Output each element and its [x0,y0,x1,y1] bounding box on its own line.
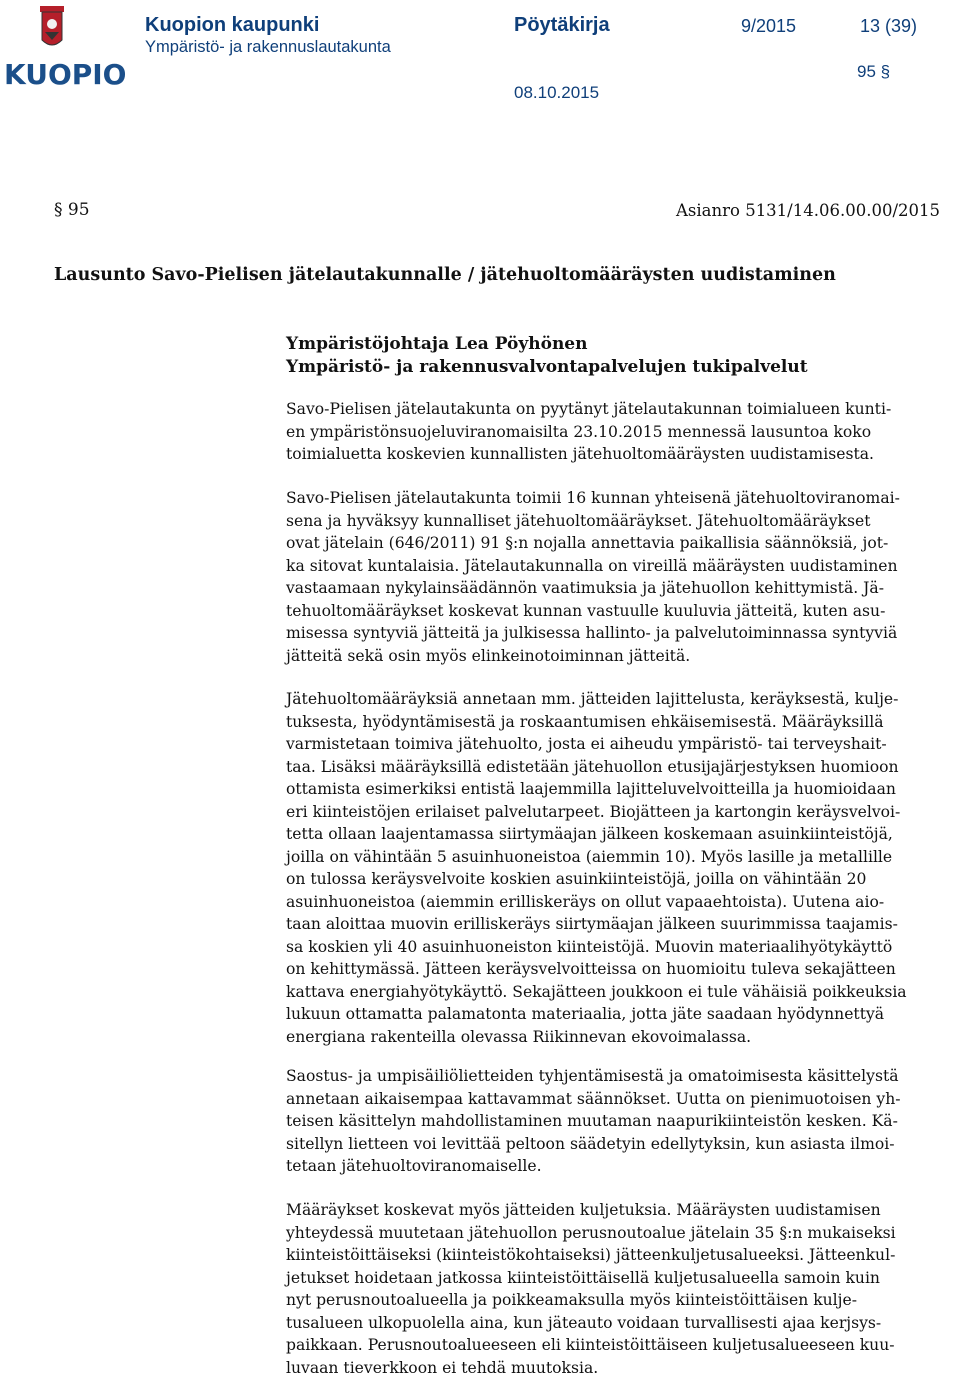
paragraph-line: eri kiinteistöjen erilaiset palvelutarpeet. Biojätteen ja kartongin keräysvelvoi- [286,801,956,824]
department-name: Ympäristö- ja rakennuslautakunta [145,38,391,57]
section-heading: § 95 [54,200,90,220]
paragraph-line: jetukset hoidetaan jatkossa kiinteistöittäisellä kuljetusalueella samoin kuin [286,1267,956,1290]
paragraph-line: paikkaan. Perusnoutoalueeseen eli kiinteistöittäiseen kuljetusalueeseen kuu- [286,1334,956,1357]
document-type: Pöytäkirja [514,14,610,37]
section-number: 95 § [857,62,890,82]
page-title: Lausunto Savo-Pielisen jätelautakunnalle / jätehuoltomääräysten uudistaminen [54,265,836,285]
paragraph-line: kattava energiahyötykäyttö. Sekajätteen joukkoon ei tule vähäisiä poikkeuksia [286,981,956,1004]
paragraph-line: tetaan jätehuoltoviranomaiselle. [286,1155,956,1178]
organization-name: Kuopion kaupunki [145,14,319,37]
author-block [286,333,808,379]
paragraph-background [286,487,956,667]
paragraph-line: luvaan tieverkkoon ei tehdä muutoksia. [286,1357,956,1379]
paragraph-line: tusalueen ulkopuolella aina, kun jäteauto voidaan turvallisesti ajaa kerjsys- [286,1312,956,1335]
paragraph-line: sena ja hyväksyy kunnalliset jätehuoltomääräykset. Jätehuoltomääräykset [286,510,956,533]
paragraph-line: asuinhuoneistoa (aiemmin erilliskeräys on ollut vapaaehtoista). Uutena aio- [286,891,956,914]
paragraph-line: vastaamaan nykylainsäädännön vaatimuksia ja jätehuollon kehittymistä. Jä- [286,577,956,600]
paragraph-line: ottamista esimerkiksi entistä laajemmilla lajitteluvelvoitteilla ja huomioidaan [286,778,956,801]
meeting-date: 08.10.2015 [514,83,599,103]
paragraph-line: Määräykset koskevat myös jätteiden kuljetuksia. Määräysten uudistamisen [286,1199,956,1222]
paragraph-line: taan aloittaa muovin erilliskeräys siirtymäajan jälkeen suurimmissa taajamis- [286,913,956,936]
paragraph-line: ka sitovat kuntalaisia. Jätelautakunnalla on vireillä määräysten uudistaminen [286,555,956,578]
page-number: 13 (39) [860,16,917,37]
paragraph-line: nyt perusnoutoalueella ja poikkeamaksulla myös kiinteistöittäisen kulje- [286,1289,956,1312]
case-number: Asianro 5131/14.06.00.00/2015 [676,201,940,220]
paragraph-transport [286,1199,956,1379]
paragraph-line: yhteydessä muutetaan jätehuollon perusnoutoalue jätelain 35 §:n mukaiseksi [286,1222,956,1245]
author-unit: Ympäristö- ja rakennusvalvontapalvelujen tukipalvelut [286,356,808,379]
paragraph-line: sa koskien yli 40 asuinhuoneiston kiinteistöjä. Muovin materiaalihyötykäyttö [286,936,956,959]
paragraph-line: tetta ollaan laajentamassa siirtymäajan jälkeen koskemaan asuinkiinteistöjä, [286,823,956,846]
kuopio-logo-text: KUOPIO [4,58,127,91]
paragraph-sludge [286,1065,956,1178]
paragraph-line: energiana rakenteilla olevassa Riikinnevan ekovoimalassa. [286,1026,956,1049]
paragraph-line: taa. Lisäksi määräyksillä edistetään jätehuollon etusijajärjestyksen huomioon [286,756,956,779]
paragraph-line: Savo-Pielisen jätelautakunta toimii 16 kunnan yhteisenä jätehuoltoviranomai- [286,487,956,510]
paragraph-line: on kehittymässä. Jätteen keräysvelvoitteissa on huomioitu tuleva sekajätteen [286,958,956,981]
paragraph-line: en ympäristönsuojeluviranomaisilta 23.10.2015 mennessä lausuntoa koko [286,421,956,444]
paragraph-line: varmistetaan toimiva jätehuolto, josta ei aiheudu ympäristö- tai terveyshait- [286,733,956,756]
paragraph-line: ovat jätelain (646/2011) 91 §:n nojalla annettavia paikallisia säännöksiä, jot- [286,532,956,555]
paragraph-line: on tulossa keräysvelvoite koskien asuinkiinteistöjä, joilla on vähintään 20 [286,868,956,891]
author-name: Ympäristöjohtaja Lea Pöyhönen [286,333,808,356]
paragraph-line: lukuun ottamatta palamatonta materiaalia, jotta jäte saadaan hyödynnettyä [286,1003,956,1026]
paragraph-line: annetaan aikaisempaa kattavammat säännökset. Uutta on pienimuotoisen yh- [286,1088,956,1111]
paragraph-line: tuksesta, hyödyntämisestä ja roskaantumisen ehkäisemisestä. Määräyksillä [286,711,956,734]
paragraph-line: misessa syntyviä jätteitä ja julkisessa hallinto- ja palvelutoiminnassa syntyviä [286,622,956,645]
document-number: 9/2015 [741,16,796,37]
paragraph-line: toimialuetta koskevien kunnallisten jätehuoltomääräysten uudistamisesta. [286,443,956,466]
paragraph-regulations [286,688,956,1048]
paragraph-line: sitellyn lietteen voi levittää peltoon säädetyin edellytyksin, kun asiasta ilmoi- [286,1133,956,1156]
paragraph-line: kiinteistöittäiseksi (kiinteistökohtaiseksi) jätteenkuljetusalueeksi. Jätteenkul- [286,1244,956,1267]
paragraph-line: tehuoltomääräykset koskevat kunnan vastuulle kuuluvia jätteitä, kuten asu- [286,600,956,623]
paragraph-line: joilla on vähintään 5 asuinhuoneistoa (aiemmin 10). Myös lasille ja metallille [286,846,956,869]
paragraph-line: Saostus- ja umpisäiliölietteiden tyhjentämisestä ja omatoimisesta käsittelystä [286,1065,956,1088]
paragraph-line: Savo-Pielisen jätelautakunta on pyytänyt jätelautakunnan toimialueen kunti- [286,398,956,421]
paragraph-request [286,398,956,466]
paragraph-line: Jätehuoltomääräyksiä annetaan mm. jätteiden lajittelusta, keräyksestä, kulje- [286,688,956,711]
paragraph-line: teisen käsittelyn mahdollistaminen muutaman naapurikiinteistön kesken. Kä- [286,1110,956,1133]
paragraph-line: jätteitä sekä osin myös elinkeinotoiminnan jätteitä. [286,645,956,668]
